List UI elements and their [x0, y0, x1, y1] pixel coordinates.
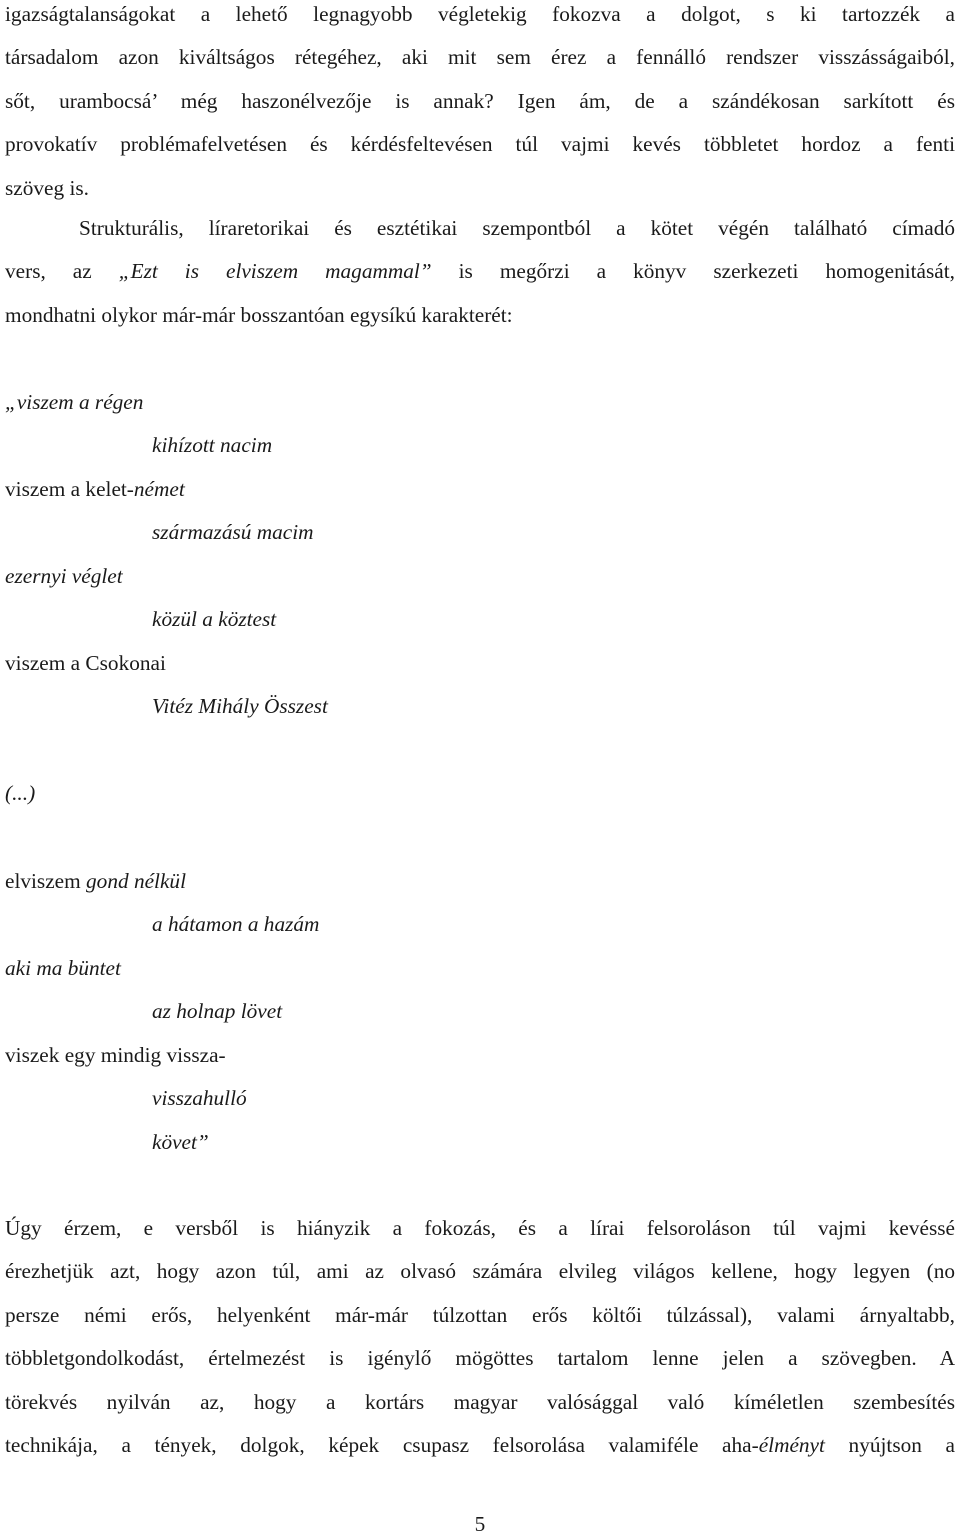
poem-line: közül a köztest: [152, 607, 277, 631]
poem-line: [5, 871, 186, 892]
text-line: Úgy érzem, e versből is hiányzik a fokozás, és a lírai felsoroláson túl vajmi kevéssé: [5, 1216, 955, 1240]
text-line: sőt, urambocsá’ még haszonélvezője is annak? Igen ám, de a szándékosan sarkított és: [5, 88, 955, 113]
text-fragment: vers, az: [5, 259, 119, 284]
poem-line: követ”: [152, 1130, 209, 1154]
poem-line: visszahulló: [152, 1086, 247, 1110]
paragraph-top: [5, 0, 955, 210]
text-line: társadalom azon kiváltságos rétegéhez, aki mit sem érez a fennálló rendszer visszásságaiból,: [5, 45, 955, 70]
text-line: Strukturális, líraretorikai és esztétikai szempontból a kötet végén található címadó: [79, 216, 955, 240]
text-fragment: is megőrzi a könyv szerkezeti homogenitását,: [431, 259, 955, 284]
text-line: mondhatni olykor már-már bosszantóan egysíkú karakterét:: [5, 302, 513, 327]
poem-line: Vitéz Mihály Összest: [152, 694, 328, 718]
text-fragment: technikája, a tények, dolgok, képek csupasz felsorolása valamiféle aha-: [5, 1433, 759, 1458]
text-line: igazságtalanságokat a lehető legnagyobb végletekig fokozva a dolgot, s ki tartozzék a: [5, 2, 955, 26]
poem-line: viszek egy mindig vissza-: [5, 1043, 226, 1067]
text-line: többletgondolkodást, értelmezést is igénylő mögöttes tartalom lenne jelen a szövegben. A: [5, 1346, 955, 1371]
poem-line: viszem a Csokonai: [5, 651, 166, 675]
poem-ellipsis: (...): [5, 781, 36, 805]
poem-line: kihízott nacim: [152, 433, 273, 457]
paragraph-structural: [5, 207, 955, 337]
poem-line: aki ma büntet: [5, 956, 121, 980]
poem-line: származású macim: [152, 520, 314, 544]
text-fragment: viszem a kelet-: [5, 477, 134, 501]
poem-line: ezernyi véglet: [5, 564, 123, 588]
page-number: 5: [474, 1512, 486, 1536]
text-line: provokatív problémafelvetésen és kérdésfeltevésen túl vajmi kevés többletet hordoz a fenti: [5, 132, 955, 157]
paragraph-bottom: [5, 1207, 955, 1467]
poem-line: „viszem a régen: [5, 390, 144, 414]
text-line: szöveg is.: [5, 175, 89, 200]
poem-line: a hátamon a hazám: [152, 912, 320, 936]
text-fragment: nyújtson a: [824, 1433, 956, 1458]
text-line: [5, 250, 955, 293]
text-fragment: német: [133, 477, 185, 501]
poem-title: „Ezt is elviszem magammal”: [118, 259, 432, 284]
text-fragment: gond nélkül: [86, 869, 186, 893]
poem-line: az holnap lövet: [152, 999, 283, 1023]
text-fragment: elviszem: [5, 869, 87, 893]
text-line: érezhetjük azt, hogy azon túl, ami az olvasó számára elvileg világos kellene, hogy legyen (no: [5, 1259, 955, 1284]
text-line: persze némi erős, helyenként már-már túlzottan erős költői túlzással), valami árnyaltabb,: [5, 1302, 955, 1327]
poem-line: [5, 479, 185, 500]
text-line: törekvés nyilván az, hogy a kortárs magyar valósággal való kíméletlen szembesítés: [5, 1389, 955, 1414]
text-fragment: élményt: [758, 1433, 825, 1458]
text-line: [5, 1424, 955, 1467]
